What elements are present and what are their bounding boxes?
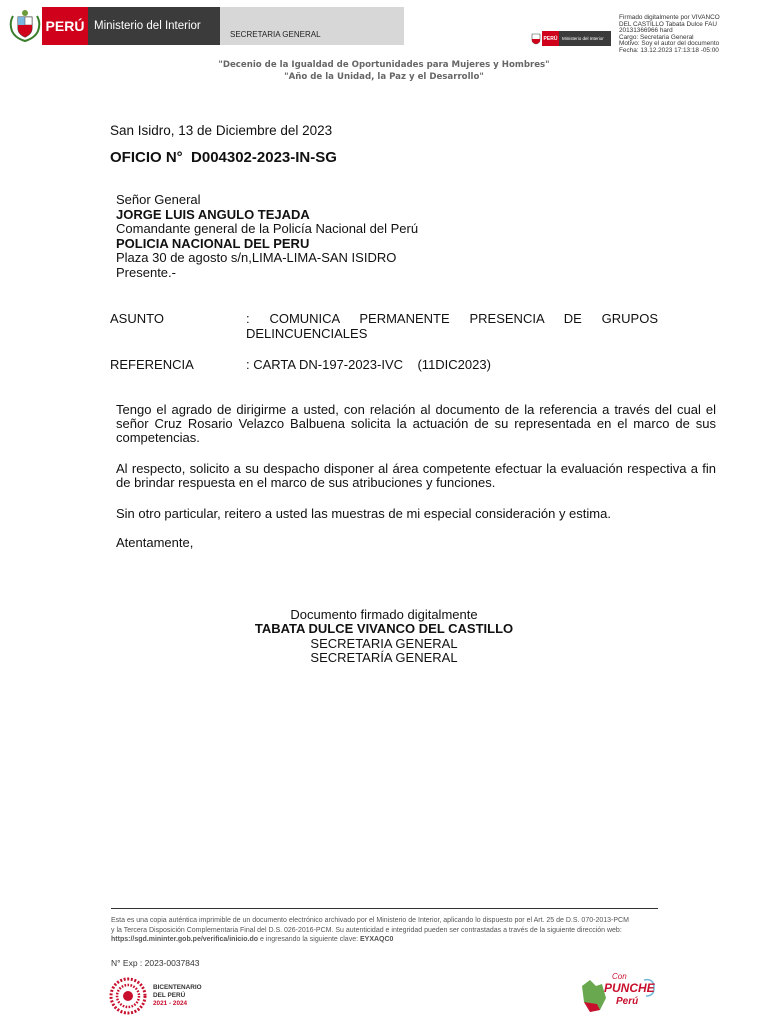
oficio-prefix: OFICIO N° (110, 149, 183, 166)
body-paragraph-1: Tengo el agrado de dirigirme a usted, con relación al documento de la referencia a través del cual el señor Cruz Rosario Velazco Balbuena solicita la actuación de su representada en el marco de sus competencias. (116, 402, 716, 445)
recipient-institution: POLICIA NACIONAL DEL PERU (116, 235, 310, 251)
asunto-label: ASUNTO (110, 311, 164, 326)
signature-block (184, 608, 584, 666)
signer-title-2: SECRETARÍA GENERAL (310, 650, 458, 666)
mini-ministry-label: Ministerio del Interior (559, 31, 611, 46)
recipient-address: Plaza 30 de agosto s/n,LIMA-LIMA-SAN ISIDRO (116, 250, 397, 266)
authenticity-line-2: y la Tercera Disposición Complementaria Final del D.S. 026-2016-PCM. Su autenticidad e integridad pueden ser contrastadas a través de la siguiente dirección web: (111, 926, 622, 934)
bicentenario-emblem-icon (108, 976, 148, 1016)
signature-line: Motivo: Soy el autor del documento (619, 40, 720, 48)
con-punche-peru-logo (580, 970, 660, 1016)
verify-url-link[interactable]: https://sgd.mininter.gob.pe/verifica/inicio.do (111, 936, 259, 944)
mini-peru-label: PERÚ (542, 31, 559, 46)
punche-peru-text: Perú (616, 996, 639, 1007)
verify-key: EYXAQC0 (359, 936, 394, 944)
coat-of-arms-icon (8, 7, 42, 45)
bicentenario-logo (108, 976, 202, 1016)
expediente-number: N° Exp : 2023-0037843 (111, 958, 200, 968)
signer-name: TABATA DULCE VIVANCO DEL CASTILLO (254, 621, 514, 637)
ministry-label: Ministerio del Interior (88, 7, 220, 45)
office-label: SECRETARIA GENERAL (220, 7, 404, 45)
peru-brand-label: PERÚ (42, 7, 88, 45)
oficio-number: D004302-2023-IN-SG (191, 149, 337, 166)
body-paragraph-3: Sin otro particular, reitero a usted las muestras de mi especial consideración y estima. (116, 506, 611, 521)
authenticity-note (111, 916, 661, 945)
signature-line: DEL CASTILLO Tabata Dulce FAU (619, 20, 718, 28)
signature-line: Fecha: 13.12.2023 17:13:18 -05:00 (619, 46, 719, 54)
bicentenario-line-1: BICENTENARIO (153, 984, 202, 992)
verify-line (111, 935, 661, 945)
signature-stamp-logo (530, 31, 611, 46)
recipient-position: Comandante general de la Policía Nacional del Perú (116, 221, 419, 237)
referencia-label: REFERENCIA (110, 357, 194, 372)
recipient-name: JORGE LUIS ANGULO TEJADA (116, 206, 310, 222)
authenticity-line-1: Esta es una copia auténtica imprimible de un documento electrónico archivado por el Ministerio de Interior, aplicando lo dispuesto por el Art. 25 de D.S. 070-2013-PCM (111, 917, 629, 924)
body-paragraph-2: Al respecto, solicito a su despacho disponer al área competente efectuar la evaluación respectiva a fin de brindar respuesta en el marco de sus atribuciones y funciones. (116, 461, 716, 490)
signature-line: 20131366966 hard (619, 27, 673, 35)
asunto-line-1: : COMUNICA PERMANENTE PRESENCIA DE GRUPOS (246, 311, 658, 326)
oficio-title (110, 149, 337, 166)
institutional-header (8, 7, 404, 45)
place-date: San Isidro, 13 de Diciembre del 2023 (110, 123, 333, 138)
decenio-line-2: "Año de la Unidad, la Paz y el Desarrollo" (284, 72, 484, 82)
decenio-line-1: "Decenio de la Igualdad de Oportunidades para Mujeres y Hombres" (218, 60, 550, 70)
referencia-value: : CARTA DN-197-2023-IVC (11DIC2023) (246, 357, 491, 372)
bicentenario-line-2: DEL PERÚ (153, 992, 186, 1000)
signature-line: Cargo: Secretaria General (619, 33, 694, 41)
signature-line: Firmado digitalmente por VIVANCO (619, 14, 720, 21)
punche-con-text: Con (612, 972, 627, 981)
signature-note: Documento firmado digitalmente (290, 607, 478, 622)
recipient-presente: Presente.- (116, 264, 176, 280)
recipient-block (116, 193, 418, 281)
punche-main-text: PUNCHE (604, 981, 655, 995)
digital-signature-text (619, 15, 765, 55)
recipient-salutation: Señor General (116, 192, 201, 207)
mini-coat-of-arms-icon (530, 31, 542, 46)
verify-mid-text: e ingresando la siguiente clave: (258, 936, 360, 944)
asunto-line-2: DELINCUENCIALES (246, 326, 368, 341)
signer-title-1: SECRETARIA GENERAL (310, 635, 458, 651)
bicentenario-years: 2021 - 2024 (153, 999, 188, 1007)
closing: Atentamente, (116, 535, 194, 550)
footer-divider (111, 908, 658, 909)
